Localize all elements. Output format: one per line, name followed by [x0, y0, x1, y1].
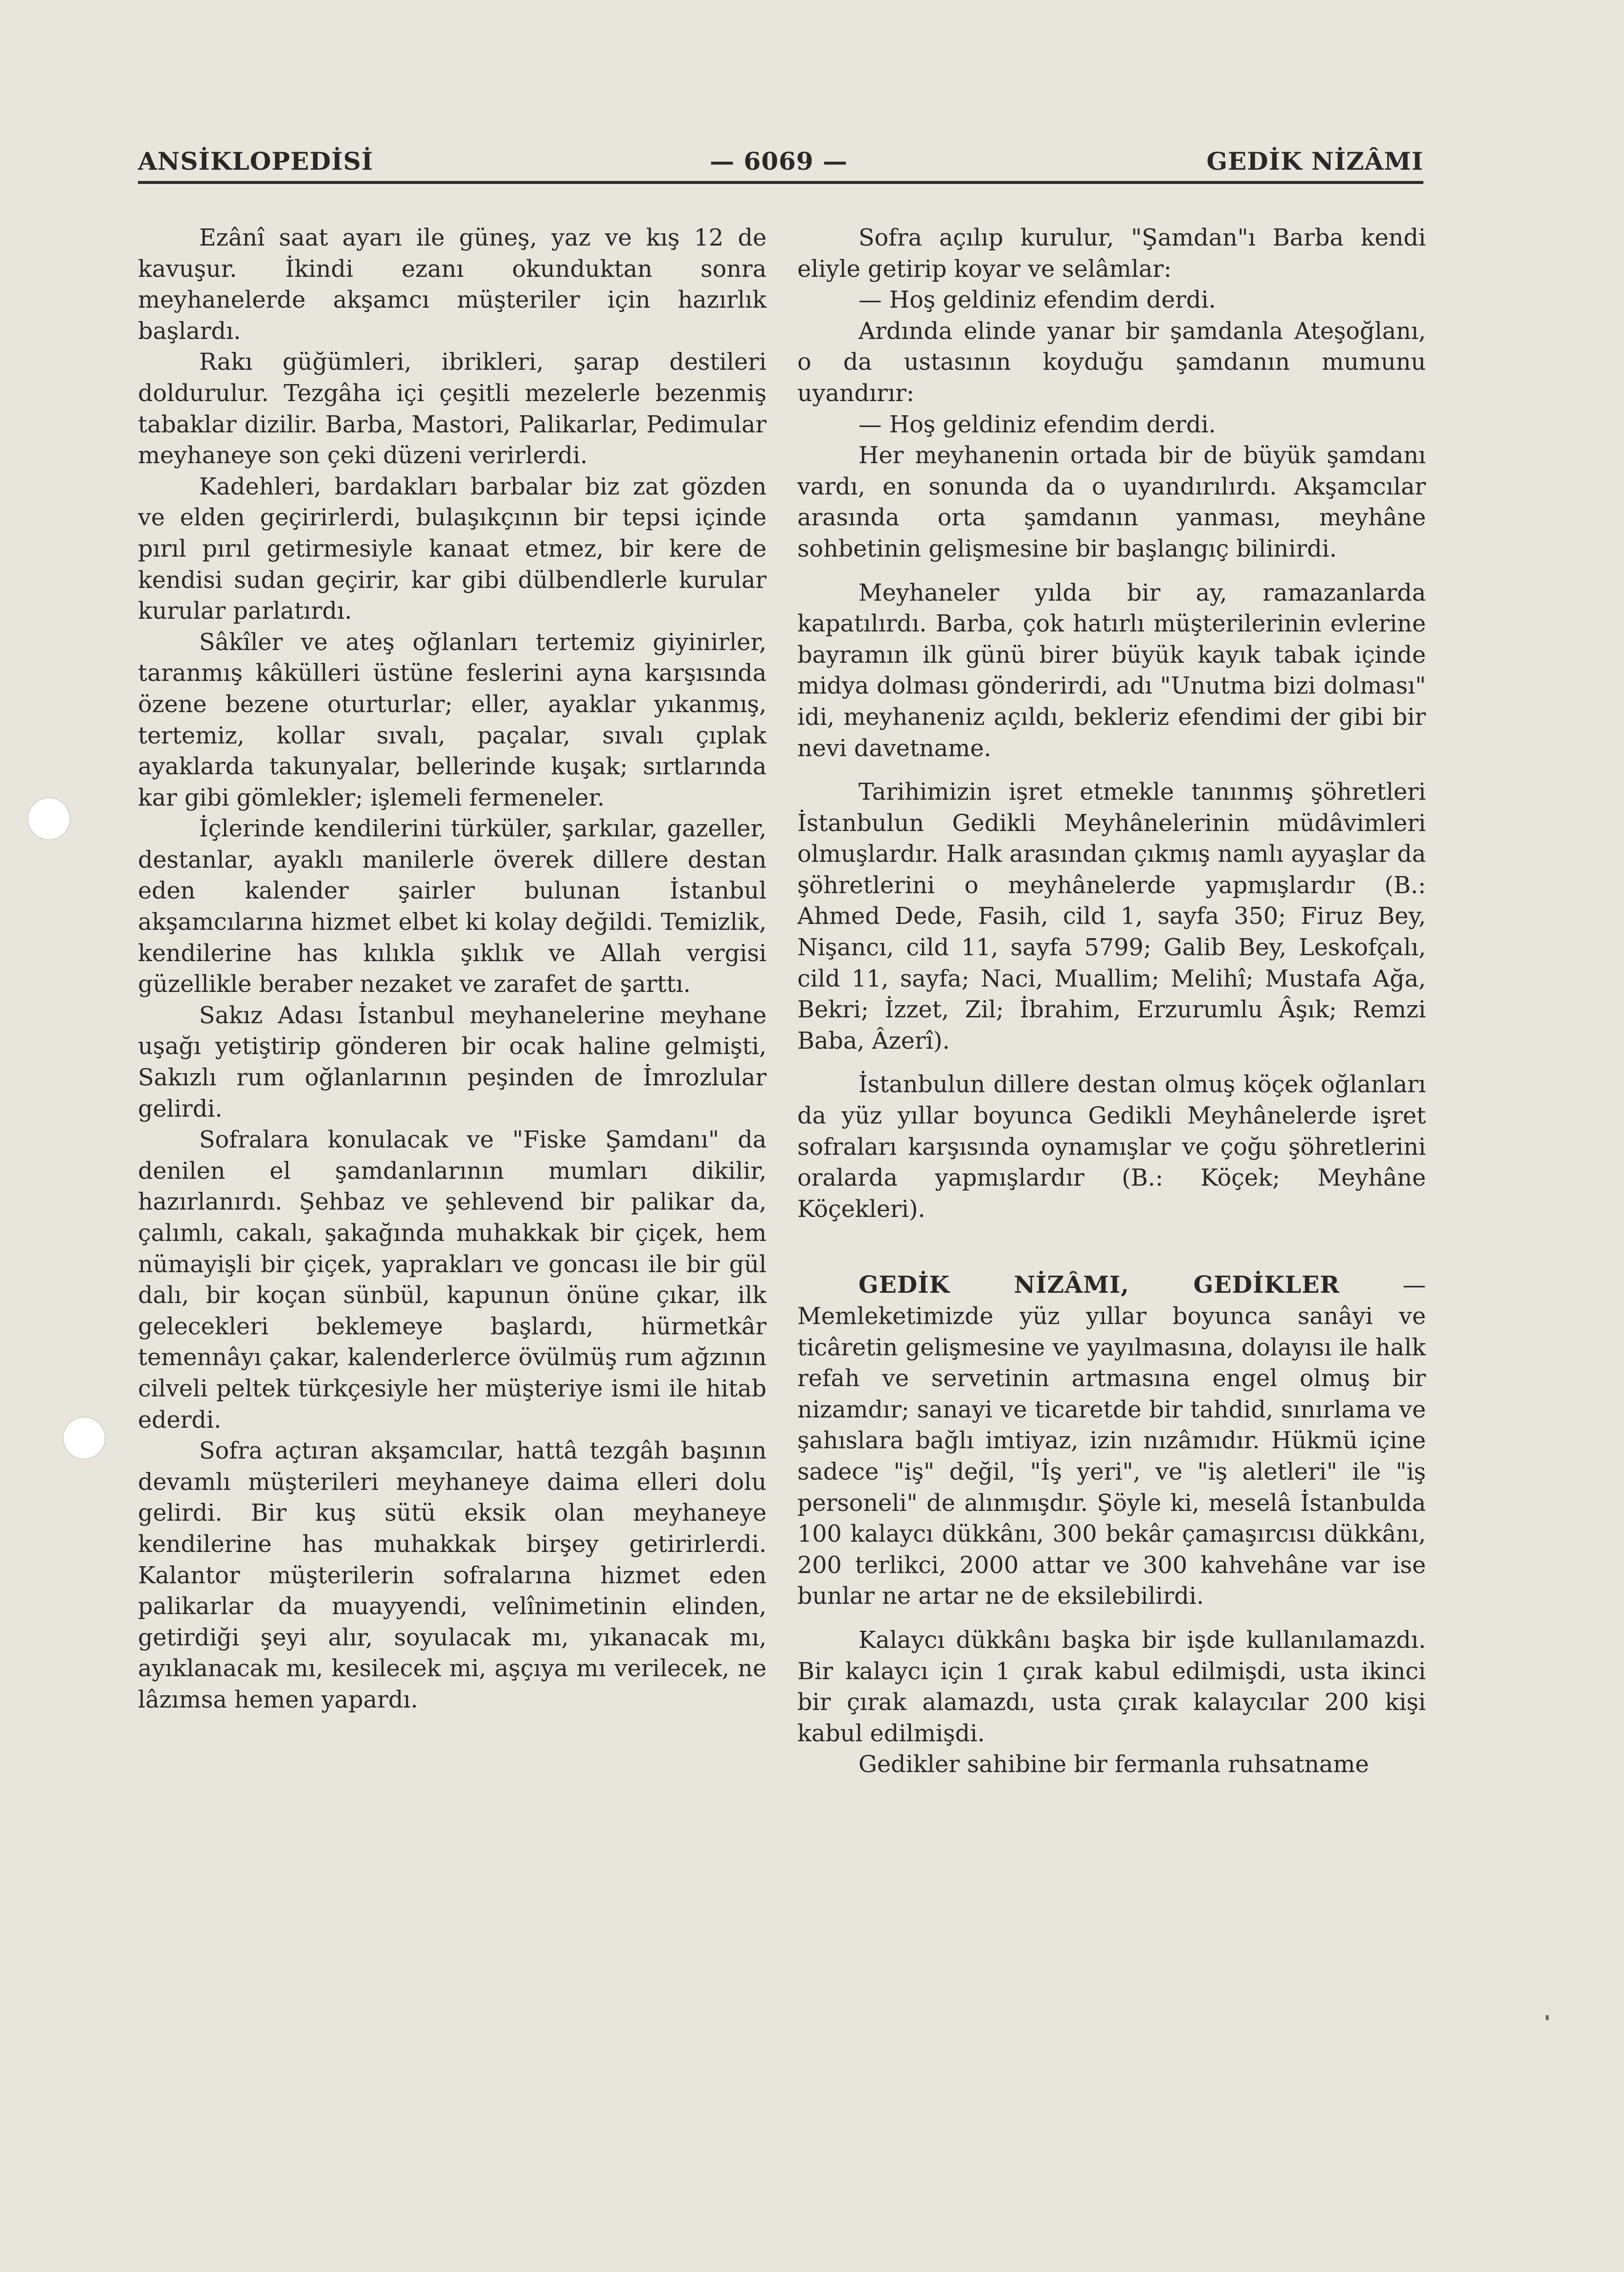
paragraph: Kadehleri, bardakları barbalar biz zat gözden ve elden geçirirlerdi, bulaşıkçının bir tepsi içinde pırıl pırıl getirmesiyle kanaat etmez, bir kere de kendisi sudan geçirir, kar gibi dülbendlerle kurular kurular parlatırdı.: [138, 473, 767, 625]
left-column: [138, 223, 767, 1716]
paragraph: Ardında elinde yanar bir şamdanla Ateşoğlanı, o da ustasının koyduğu şamdanın mumunu uyandırır:: [797, 317, 1426, 407]
page-number: — 6069 —: [710, 147, 848, 176]
page-header: [138, 142, 1423, 184]
paragraph: — Hoş geldiniz efendim derdi.: [858, 287, 1216, 314]
paragraph: Sofra açılıp kurulur, "Şamdan"ı Barba kendi eliyle getirip koyar ve selâmlar:: [797, 225, 1426, 283]
paragraph: İstanbulun dillere destan olmuş köçek oğlanları da yüz yıllar boyunca Gedikli Meyhânelerde işret sofraları karşısında oynamışlar ve çoğu şöhretlerini oralarda yapmışlardır (B.: Köçek; Meyhâne Köçekleri).: [797, 1071, 1426, 1223]
entry-text: — Memleketimizde yüz yıllar boyunca sanâyi ve ticâretin gelişmesine ve yayılmasına, dolayısı ile halk refah ve servetinin artmasına engel olmuş bir nizamdır; sanayi ve ticaretde bir tahdid, sınırlama ve şahıslara bağlı imtiyaz, izin nızâmıdır. Hükmü içine sadece "iş" değil, "İş yeri", ve "iş aletleri" ile "iş personeli" de alınmışdır. Şöyle ki, meselâ İstanbulda 100 kalaycı dükkânı, 300 bekâr çamaşırcısı dükkânı, 200 terlikci, 2000 attar ve 300 kahvehâne var ise bunlar ne artar ne de eksilebilirdi.: [797, 1272, 1426, 1610]
paragraph: Sakız Adası İstanbul meyhanelerine meyhane uşağı yetiştirip gönderen bir ocak haline gelmişti, Sakızlı rum oğlanlarının peşinden de İmrozlular gelirdi.: [138, 1002, 767, 1123]
paragraph: Meyhaneler yılda bir ay, ramazanlarda kapatılırdı. Barba, çok hatırlı müşterilerinin evlerine bayramın ilk günü birer büyük kayık tabak içinde midya dolması gönderirdi, adı "Unutma bizi dolması" idi, meyhaneniz açıldı, bekleriz efendimi der gibi bir nevi davetname.: [797, 579, 1426, 762]
paragraph: — Hoş geldiniz efendim derdi.: [858, 411, 1216, 438]
paragraph: Gedikler sahibine bir fermanla ruhsatname: [858, 1751, 1369, 1778]
paper-speck: [1546, 2015, 1549, 2020]
paragraph: Sofralara konulacak ve "Fiske Şamdanı" da denilen el şamdanlarının mumları dikilir, hazırlanırdı. Şehbaz ve şehlevend bir palikar da, çalımlı, cakalı, şakağında muhakkak bir çiçek, hem nümayişli bir çiçek, yaprakları ve goncası ile bir gül dalı, bir koçan sünbül, kapunun önüne çıkar, ilk gelecekleri beklemeye başlardı, hürmetkâr temennâyı çakar, kalenderlerce övülmüş rum ağzının cilveli peltek türkçesiyle her müşteriye ismi ile hitab ederdi.: [138, 1126, 767, 1434]
paragraph: Rakı güğümleri, ibrikleri, şarap destileri doldurulur. Tezgâha içi çeşitli mezelerle bezenmiş tabaklar dizilir. Barba, Mastori, Palikarlar, Pedimular meyhaneye son çeki düzeni verirlerdi.: [138, 349, 767, 470]
header-right-title: GEDİK NİZÂMI: [1206, 147, 1423, 176]
entry-paragraph: [797, 1270, 1426, 1612]
paragraph: Sofra açtıran akşamcılar, hattâ tezgâh başının devamlı müşterileri meyhaneye daima elleri dolu gelirdi. Bir kuş sütü eksik olan meyhaneye kendilerine has muhakkak birşey getirirlerdi. Kalantor müşterilerin sofralarına hizmet eden palikarlar da muayyendi, velînimetinin elinden, getirdiği şeyi alır, soyulacak mı, yıkanacak mı, ayıklanacak mı, kesilecek mi, aşçıya mı verilecek, ne lâzımsa hemen yapardı.: [138, 1438, 767, 1713]
right-column: [797, 223, 1426, 1780]
paragraph: Sâkîler ve ateş oğlanları tertemiz giyinirler, taranmış kâkülleri üstüne feslerini ayna karşısında özene bezene oturturlar; eller, ayaklar yıkanmış, tertemiz, kollar sıvalı, paçalar, sıvalı çıplak ayaklarda takunyalar, bellerinde kuşak; sırtlarında kar gibi gömlekler; işlemeli fermeneler.: [138, 629, 767, 811]
paragraph: Her meyhanenin ortada bir de büyük şamdanı vardı, en sonunda da o uyandırılırdı. Akşamcılar arasında orta şamdanın yanması, meyhâne sohbetinin gelişmesine bir başlangıç bilinirdi.: [797, 442, 1426, 562]
header-left-title: ANSİKLOPEDİSİ: [138, 147, 374, 176]
punch-hole: [63, 1417, 106, 1460]
entry-headword: GEDİK NİZÂMI, GEDİKLER: [858, 1271, 1340, 1299]
paragraph: Ezânî saat ayarı ile güneş, yaz ve kış 12 de kavuşur. İkindi ezanı okunduktan sonra meyhanelerde akşamcı müşteriler için hazırlık başlardı.: [138, 225, 767, 345]
punch-hole: [27, 797, 70, 840]
paragraph: İçlerinde kendilerini türküler, şarkılar, gazeller, destanlar, ayaklı manilerle överek dillere destan eden kalender şairler bulunan İstanbul akşamcılarına hizmet elbet ki kolay değildi. Temizlik, kendilerine has kılıkla şıklık ve Allah vergisi güzellikle beraber nezaket ve zarafet de şarttı.: [138, 815, 767, 998]
paragraph: Tarihimizin işret etmekle tanınmış şöhretleri İstanbulun Gedikli Meyhânelerinin müdâvimleri olmuşlardır. Halk arasından çıkmış namlı ayyaşlar da şöhretlerini o meyhânelerde yapmışlardır (B.: Ahmed Dede, Fasih, cild 1, sayfa 350; Firuz Bey, Nişancı, cild 11, sayfa 5799; Galib Bey, Leskofçalı, cild 11, sayfa; Naci, Muallim; Melihî; Mustafa Ağa, Bekri; İzzet, Zil; İbrahim, Erzurumlu Âşık; Remzi Baba, Âzerî).: [797, 779, 1426, 1055]
paragraph: Kalaycı dükkânı başka bir işde kullanılamazdı. Bir kalaycı için 1 çırak kabul edilmişdi, usta ikinci bir çırak alamazdı, usta çırak kalaycılar 200 kişi kabul edilmişdi.: [797, 1626, 1426, 1747]
